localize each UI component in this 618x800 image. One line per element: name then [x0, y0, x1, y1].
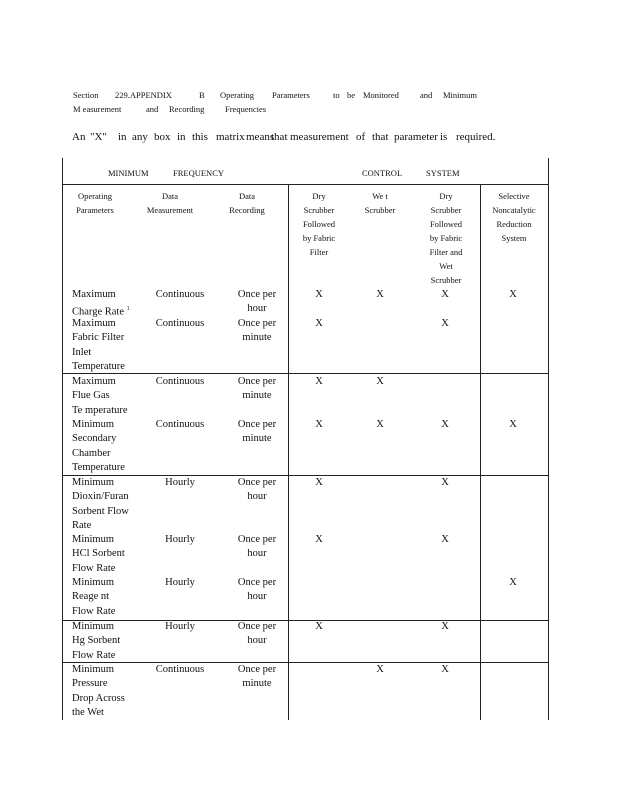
param-line: Minimum [72, 477, 115, 488]
param-line: Flow Rate [72, 605, 116, 617]
recording-cell [228, 317, 286, 346]
col-header-dry-scrubber-fabric-filter [292, 189, 346, 259]
col-header-line: Dry [439, 191, 453, 201]
col-header-operating-parameters [70, 189, 120, 217]
intro-word: matrix [216, 131, 245, 143]
mark-cell: X [315, 534, 323, 545]
heading-word: Monitored [363, 90, 399, 100]
intro-word: any [132, 131, 148, 143]
col-header-line: Data [161, 191, 179, 201]
param-cell [72, 418, 138, 476]
col-header-line: Scrubber [430, 205, 462, 215]
param-line: Hg Sorbent [72, 635, 121, 647]
col-header-line: Dry [312, 191, 326, 201]
mark-cell: X [441, 318, 449, 329]
measurement-cell: Hourly [165, 534, 195, 545]
measurement-cell: Hourly [165, 577, 195, 588]
intro-word: that [271, 131, 288, 143]
intro-word: measurement [290, 131, 349, 143]
mark-cell: X [441, 289, 449, 300]
col-header-line: Noncatalytic [492, 205, 536, 215]
recording-line: hour [247, 303, 267, 315]
param-line: HCl Sorbent [72, 548, 125, 560]
column-divider [480, 184, 481, 720]
recording-line: Once per [237, 419, 277, 430]
param-cell [72, 663, 138, 721]
param-line: Minimum [72, 621, 115, 632]
mark-cell: X [376, 419, 384, 430]
mark-cell: X [376, 664, 384, 675]
heading-word: Parameters [272, 90, 310, 100]
group-header-control: CONTROL [362, 168, 403, 178]
col-header-line: Filter and [429, 247, 463, 257]
heading-word: Minimum [443, 90, 478, 100]
param-line: Minimum [72, 419, 115, 430]
param-line: Inlet [72, 346, 92, 358]
heading-word: and [420, 90, 433, 100]
group-header-system: SYSTEM [426, 168, 460, 178]
table-border-right [548, 158, 549, 720]
col-header-line: Measurement [146, 205, 194, 215]
intro-word: of [356, 131, 366, 143]
group-header-minimum: MINIMUM [108, 168, 149, 178]
recording-line: hour [247, 548, 267, 560]
mark-cell: X [441, 621, 449, 632]
param-line: Pressure [72, 678, 108, 690]
col-header-line: by Fabric [302, 233, 336, 243]
intro-word: "X" [90, 131, 107, 143]
col-header-line: System [501, 233, 527, 243]
heading-word: and [146, 104, 159, 114]
col-header-line: Scrubber [364, 205, 396, 215]
recording-line: hour [247, 635, 267, 647]
col-header-data-measurement [140, 189, 200, 217]
col-header-line: Scrubber [430, 275, 462, 285]
intro-word: means [246, 131, 275, 143]
mark-cell: X [441, 534, 449, 545]
measurement-cell: Hourly [165, 621, 195, 632]
recording-line: Once per [237, 534, 277, 545]
heading-word: Section [73, 90, 99, 100]
recording-cell [228, 620, 286, 649]
intro-word: in [177, 131, 186, 143]
param-line: Dioxin/Furan [72, 491, 129, 503]
param-line: the Wet [72, 707, 104, 719]
measurement-cell: Continuous [155, 289, 205, 300]
mark-cell: X [441, 664, 449, 675]
footnote-marker: 1 [126, 306, 130, 313]
recording-line: Once per [237, 621, 277, 632]
param-line: Flow Rate [72, 649, 116, 661]
recording-cell [228, 533, 286, 562]
param-line: Rate [72, 520, 92, 532]
mark-cell: X [441, 419, 449, 430]
mark-cell: X [509, 419, 517, 430]
recording-line: minute [242, 332, 272, 344]
col-header-line: Followed [429, 219, 463, 229]
mark-cell: X [315, 318, 323, 329]
param-cell [72, 288, 138, 320]
col-header-line: Operating [78, 191, 112, 201]
heading-word: Recording [169, 104, 205, 114]
param-cell [72, 476, 138, 534]
measurement-cell: Continuous [155, 419, 205, 430]
mark-cell: X [509, 289, 517, 300]
col-header-wet-scrubber [355, 189, 405, 217]
recording-line: Once per [237, 376, 277, 387]
param-cell [72, 620, 138, 663]
param-line: Temperature [72, 462, 125, 474]
recording-line: Once per [237, 289, 277, 300]
col-header-data-recording [222, 189, 272, 217]
heading-word: Frequencies [225, 104, 267, 114]
param-line: Maximum [72, 318, 116, 329]
column-divider [288, 184, 289, 720]
group-header-frequency: FREQUENCY [173, 168, 225, 178]
measurement-cell: Continuous [155, 318, 205, 329]
param-line: Temperature [72, 361, 125, 373]
mark-cell: X [315, 419, 323, 430]
mark-cell: X [315, 376, 323, 387]
param-cell [72, 317, 138, 375]
recording-cell [228, 476, 286, 505]
mark-cell: X [376, 289, 384, 300]
param-line: Te mperature [72, 404, 128, 416]
param-line: Maximum [72, 289, 116, 300]
param-line: Chamber [72, 447, 111, 459]
intro-word: An [72, 131, 86, 143]
param-line: Minimum [72, 534, 115, 545]
recording-cell [228, 288, 286, 317]
header-divider [62, 184, 549, 185]
table-border-left [62, 158, 63, 720]
intro-word: this [192, 131, 208, 143]
recording-cell [228, 418, 286, 447]
measurement-cell: Continuous [155, 664, 205, 675]
col-header-line: Reduction [496, 219, 532, 229]
measurement-cell: Hourly [165, 477, 195, 488]
col-header-line: Followed [302, 219, 336, 229]
heading-word: M easurement [73, 104, 122, 114]
recording-cell [228, 576, 286, 605]
param-line: Drop Across [72, 692, 125, 704]
heading-word: to [333, 90, 340, 100]
recording-line: hour [247, 491, 267, 503]
intro-word: that [372, 131, 389, 143]
mark-cell: X [315, 621, 323, 632]
mark-cell: X [315, 477, 323, 488]
measurement-cell: Continuous [155, 376, 205, 387]
recording-line: hour [247, 591, 267, 603]
col-header-line: Wet [439, 261, 453, 271]
col-header-line: Filter [309, 247, 329, 257]
heading-word: 229.APPENDIX [115, 90, 172, 100]
col-header-selective-noncatalytic-reduction [480, 189, 548, 245]
mark-cell: X [441, 477, 449, 488]
col-header-line: Parameters [76, 205, 114, 215]
param-line: Flue Gas [72, 390, 110, 402]
recording-cell [228, 663, 286, 692]
param-cell [72, 533, 138, 576]
intro-word: in [118, 131, 127, 143]
param-cell [72, 375, 138, 418]
recording-line: minute [242, 433, 272, 445]
col-header-line: Scrubber [303, 205, 335, 215]
col-header-dry-scrubber-fabric-filter-wet-scrubber [416, 189, 476, 287]
recording-line: minute [242, 390, 272, 402]
intro-word: is [440, 131, 448, 143]
heading-word: B [199, 90, 205, 100]
intro-word: box [154, 131, 171, 143]
param-line: Maximum [72, 376, 116, 387]
param-cell [72, 576, 138, 619]
param-line: Charge Rate [72, 306, 124, 318]
recording-line: Once per [237, 577, 277, 588]
intro-word: parameter [394, 131, 438, 143]
recording-cell [228, 375, 286, 404]
parameter-matrix-table [62, 158, 549, 720]
param-line: Fabric Filter [72, 332, 125, 344]
col-header-line: We t [372, 191, 388, 201]
param-line: Minimum [72, 664, 115, 675]
heading-word: be [347, 90, 356, 100]
recording-line: Once per [237, 664, 277, 675]
intro-word: required. [456, 131, 496, 143]
mark-cell: X [376, 376, 384, 387]
param-line: Flow Rate [72, 562, 116, 574]
col-header-line: Recording [229, 205, 265, 215]
param-line: Sorbent Flow [72, 505, 129, 517]
col-header-line: by Fabric [429, 233, 463, 243]
col-header-line: Data [238, 191, 256, 201]
param-line: Minimum [72, 577, 115, 588]
mark-cell: X [315, 289, 323, 300]
recording-line: Once per [237, 477, 277, 488]
mark-cell: X [509, 577, 517, 588]
recording-line: Once per [237, 318, 277, 329]
heading-word: Operating [220, 90, 254, 100]
param-line: Secondary [72, 433, 117, 445]
recording-line: minute [242, 678, 272, 690]
param-line: Reage nt [72, 591, 110, 603]
col-header-line: Selective [498, 191, 530, 201]
